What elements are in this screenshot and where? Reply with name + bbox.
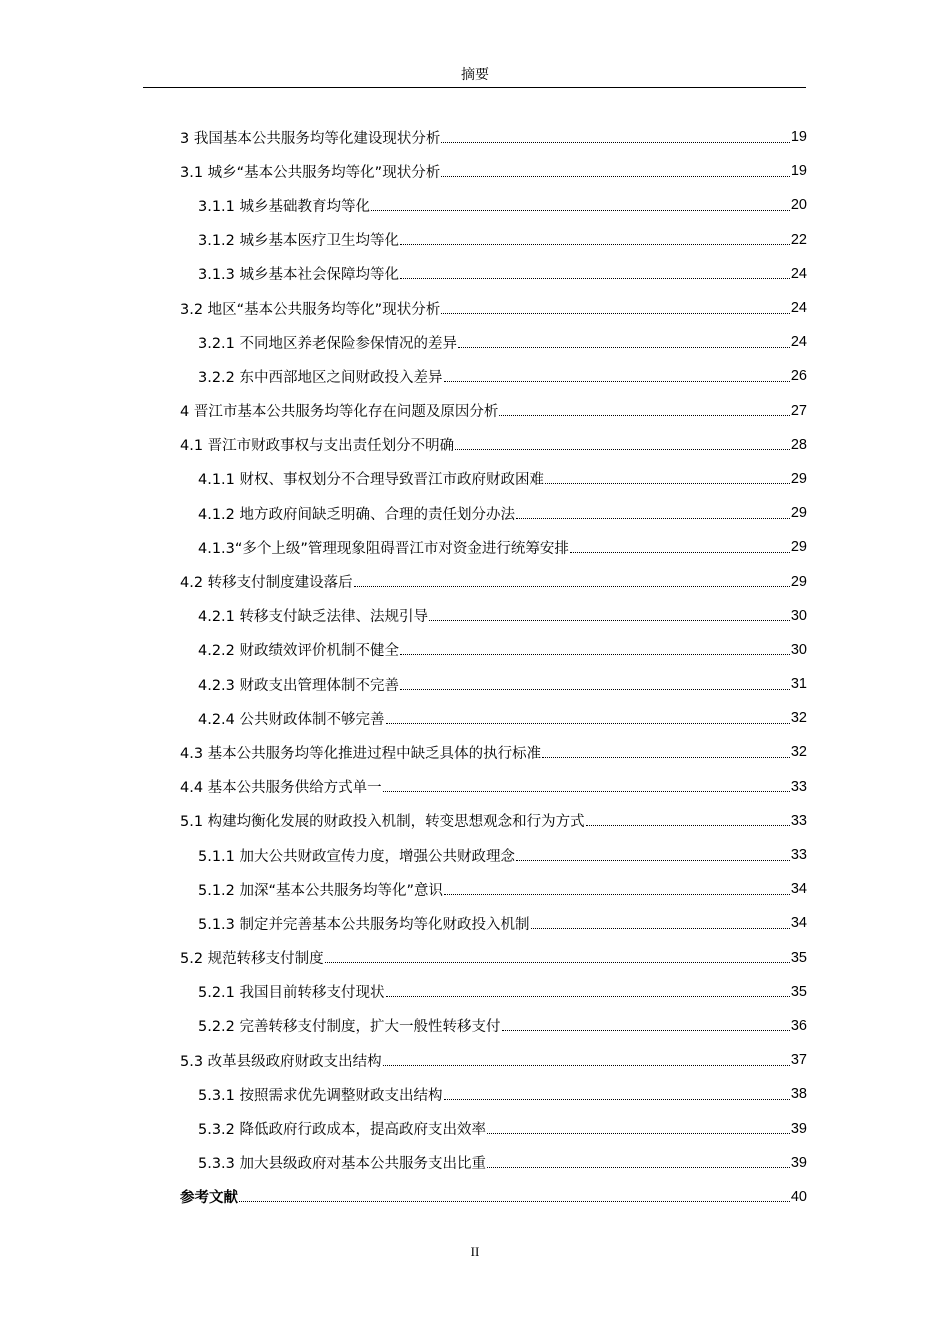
toc-entry-page: 24: [790, 300, 807, 317]
toc-entry[interactable]: [0, 906, 950, 940]
toc-entry[interactable]: [0, 599, 950, 633]
toc-entry[interactable]: [0, 428, 950, 462]
toc-entry[interactable]: [0, 838, 950, 872]
toc-entry[interactable]: [0, 496, 950, 530]
toc-entry-page: 19: [790, 129, 807, 146]
toc-entry-page: 31: [790, 676, 807, 693]
toc-entry-title: 4 晋江市基本公共服务均等化存在问题及原因分析: [180, 404, 499, 421]
toc-entry[interactable]: [0, 701, 950, 735]
toc-entry-title: 5.2.2 完善转移支付制度，扩大一般性转移支付: [198, 1019, 501, 1036]
toc-dot-leader: [487, 1167, 790, 1168]
toc-entry-title: 参考文献: [180, 1190, 238, 1207]
toc-entry[interactable]: [0, 770, 950, 804]
toc-dot-leader: [400, 244, 790, 245]
toc-dot-leader: [441, 176, 790, 177]
toc-entry[interactable]: [0, 735, 950, 769]
toc-entry-title: 5.1 构建均衡化发展的财政投入机制，转变思想观念和行为方式: [180, 814, 585, 831]
toc-entry[interactable]: [0, 188, 950, 222]
toc-dot-leader: [386, 723, 790, 724]
toc-entry-title: 5.2 规范转移支付制度: [180, 951, 324, 968]
toc-entry-title: 4.2.4 公共财政体制不够完善: [198, 711, 385, 728]
toc-dot-leader: [516, 860, 790, 861]
toc-entry[interactable]: [0, 223, 950, 257]
toc-entry-title: 5.3.3 加大县级政府对基本公共服务支出比重: [198, 1156, 487, 1173]
toc-dot-leader: [239, 1201, 790, 1202]
toc-entry-page: 22: [790, 231, 807, 248]
toc-dot-leader: [371, 210, 790, 211]
toc-entry-page: 35: [790, 949, 807, 966]
toc-dot-leader: [444, 381, 790, 382]
toc-entry-title: 3.1 城乡“基本公共服务均等化”现状分析: [180, 164, 441, 181]
page-number: II: [470, 1244, 480, 1259]
toc-dot-leader: [354, 586, 790, 587]
toc-entry-title: 4.3 基本公共服务均等化推进过程中缺乏具体的执行标准: [180, 745, 542, 762]
toc-dot-leader: [441, 313, 790, 314]
toc-entry-page: 30: [790, 641, 807, 658]
toc-dot-leader: [502, 1030, 790, 1031]
toc-entry[interactable]: [0, 1146, 950, 1180]
toc-dot-leader: [400, 654, 790, 655]
toc-entry-title: 3.1.2 城乡基本医疗卫生均等化: [198, 233, 400, 250]
toc-entry-title: 4.2.2 财政绩效评价机制不健全: [198, 643, 400, 660]
toc-entry[interactable]: [0, 667, 950, 701]
toc-dot-leader: [586, 825, 790, 826]
toc-entry-page: 28: [790, 436, 807, 453]
toc-dot-leader: [444, 1099, 790, 1100]
toc-entry[interactable]: [0, 120, 950, 154]
toc-dot-leader: [444, 894, 790, 895]
toc-dot-leader: [441, 142, 790, 143]
toc-dot-leader: [542, 757, 790, 758]
toc-entry-title: 5.1.1 加大公共财政宣传力度，增强公共财政理念: [198, 848, 516, 865]
toc-entry-page: 29: [790, 505, 807, 522]
toc-entry-page: 38: [790, 1086, 807, 1103]
toc-entry[interactable]: [0, 359, 950, 393]
toc-entry-page: 39: [790, 1120, 807, 1137]
toc-entry-title: 3.2.1 不同地区养老保险参保情况的差异: [198, 335, 458, 352]
toc-dot-leader: [386, 996, 790, 997]
toc-entry[interactable]: [0, 1043, 950, 1077]
toc-entry-title: 5.3.1 按照需求优先调整财政支出结构: [198, 1087, 443, 1104]
toc-entry-page: 37: [790, 1052, 807, 1069]
toc-entry-title: 5.3 改革县级政府财政支出结构: [180, 1053, 382, 1070]
toc-entry-page: 33: [790, 847, 807, 864]
toc-entry[interactable]: [0, 564, 950, 598]
toc-entry-page: 33: [790, 812, 807, 829]
toc-entry-page: 35: [790, 983, 807, 1000]
toc-dot-leader: [487, 1133, 790, 1134]
toc-entry-page: 29: [790, 539, 807, 556]
toc-entry-page: 29: [790, 470, 807, 487]
toc-entry-page: 29: [790, 573, 807, 590]
toc-dot-leader: [400, 689, 790, 690]
toc-dot-leader: [570, 552, 790, 553]
toc-dot-leader: [516, 518, 790, 519]
toc-dot-leader: [531, 928, 790, 929]
toc-entry-page: 40: [790, 1188, 807, 1205]
toc-dot-leader: [455, 449, 790, 450]
toc-entry[interactable]: [0, 462, 950, 496]
toc-entry[interactable]: [0, 325, 950, 359]
toc-entry-page: 34: [790, 915, 807, 932]
toc-dot-leader: [383, 1065, 790, 1066]
toc-entry[interactable]: [0, 154, 950, 188]
toc-dot-leader: [429, 620, 790, 621]
toc-entry-page: 39: [790, 1154, 807, 1171]
toc-entry-title: 5.2.1 我国目前转移支付现状: [198, 985, 385, 1002]
toc-entry-title: 4.1.2 地方政府间缺乏明确、合理的责任划分办法: [198, 506, 516, 523]
page-header-title: 摘要: [461, 67, 489, 83]
toc-entry[interactable]: [0, 1009, 950, 1043]
toc-entry-page: 24: [790, 265, 807, 282]
toc-entry-page: 26: [790, 368, 807, 385]
toc-entry-page: 36: [790, 1017, 807, 1034]
toc-entry-page: 27: [790, 402, 807, 419]
toc-entry-page: 19: [790, 163, 807, 180]
toc-entry-page: 20: [790, 197, 807, 214]
toc-entry-page: 34: [790, 881, 807, 898]
toc-entry-title: 5.1.2 加深“基本公共服务均等化”意识: [198, 882, 444, 899]
toc-entry-title: 4.4 基本公共服务供给方式单一: [180, 780, 382, 797]
toc-entry[interactable]: [0, 291, 950, 325]
toc-entry[interactable]: [0, 1077, 950, 1111]
header-rule: [143, 87, 806, 88]
toc-entry-page: 24: [790, 334, 807, 351]
toc-entry-title: 3.2.2 东中西部地区之间财政投入差异: [198, 369, 443, 386]
toc-entry-page: 32: [790, 710, 807, 727]
toc-entry[interactable]: [0, 804, 950, 838]
toc-entry[interactable]: [0, 530, 950, 564]
toc-entry[interactable]: [0, 941, 950, 975]
toc-entry[interactable]: [0, 872, 950, 906]
toc-dot-leader: [325, 962, 790, 963]
toc-entry-title: 3.2 地区“基本公共服务均等化”现状分析: [180, 301, 441, 318]
toc-entry-title: 4.2.3 财政支出管理体制不完善: [198, 677, 400, 694]
toc-entry[interactable]: [0, 1111, 950, 1145]
toc-entry-title: 4.2 转移支付制度建设落后: [180, 575, 353, 592]
toc-dot-leader: [499, 415, 790, 416]
toc-entry-title: 4.1.1 财权、事权划分不合理导致晋江市政府财政困难: [198, 472, 545, 489]
toc-entry-title: 4.2.1 转移支付缺乏法律、法规引导: [198, 609, 429, 626]
toc-entry[interactable]: [0, 1180, 950, 1214]
toc-entry-page: 33: [790, 778, 807, 795]
toc-entry-title: 3 我国基本公共服务均等化建设现状分析: [180, 130, 441, 147]
toc-entry[interactable]: [0, 633, 950, 667]
toc-entry-title: 3.1.3 城乡基本社会保障均等化: [198, 267, 400, 284]
toc-entry-title: 4.1 晋江市财政事权与支出责任划分不明确: [180, 438, 455, 455]
toc-entry[interactable]: [0, 394, 950, 428]
toc-dot-leader: [545, 483, 790, 484]
toc-entry[interactable]: [0, 975, 950, 1009]
toc-entry-title: 5.3.2 降低政府行政成本，提高政府支出效率: [198, 1122, 487, 1139]
toc-entry-title: 5.1.3 制定并完善基本公共服务均等化财政投入机制: [198, 916, 530, 933]
toc-dot-leader: [383, 791, 790, 792]
toc-entry-page: 32: [790, 744, 807, 761]
toc-entry-title: 4.1.3“多个上级”管理现象阻碍晋江市对资金进行统筹安排: [198, 540, 569, 557]
toc-dot-leader: [400, 278, 790, 279]
toc-entry-title: 3.1.1 城乡基础教育均等化: [198, 198, 371, 215]
toc-dot-leader: [458, 347, 790, 348]
toc-entry[interactable]: [0, 257, 950, 291]
table-of-contents: [0, 120, 950, 1214]
toc-entry-page: 30: [790, 607, 807, 624]
